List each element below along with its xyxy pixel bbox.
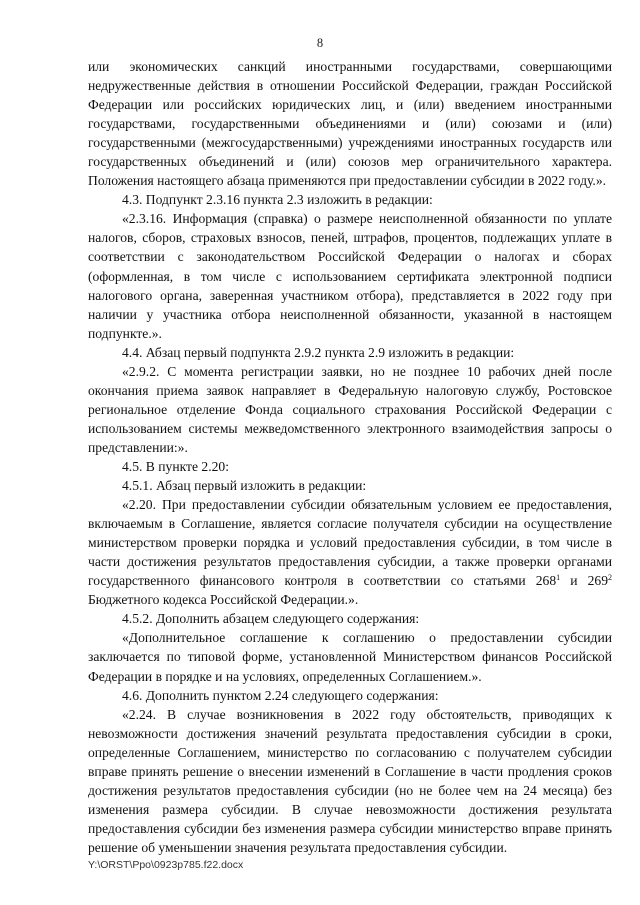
paragraph-item-4-3: 4.3. Подпункт 2.3.16 пункта 2.3 изложить в редакции: [122,192,433,208]
paragraph-quote-2-20-text-b: и 269 [560,573,609,589]
paragraph-quote-2-20 [88,495,612,609]
paragraph-quote-2-3-16: «2.3.16. Информация (справка) о размере неисполненной обязанности по уплате налогов, сборов, страховых взносов, пеней, штрафов, процентов, подлежащих уплате в соответствии с законодательством Российской Федерации о налогах и сборах (оформленная, в том числе с использованием сертификата электронной подписи налогового органа, заверенная участником отбора), представляется в 2022 году при наличии у участника отбора неисполненной обязанности, указанной в настоящем подпункте.». [88,211,612,341]
superscript-article-268: 1 [556,573,561,583]
paragraph-quote-2-20-text-a: «2.20. При предоставлении субсидии обязательным условием ее предоставления, включаемым в Соглашение, является согласие получателя субсидии на осуществление министерством проверки порядка и условий предоставления субсидии, в том числе в части достижения результатов предоставления субсидии, а также проверки органами государственного финансового контроля в соответствии со статьями 268 [88,497,612,589]
paragraph-item-4-5-1: 4.5.1. Абзац первый изложить в редакции: [122,478,367,494]
page-number: 8 [316,36,324,50]
paragraph-item-4-5-2: 4.5.2. Дополнить абзацем следующего содержания: [122,611,420,627]
superscript-article-269: 2 [608,573,613,583]
paragraph-item-4-6: 4.6. Дополнить пунктом 2.24 следующего содержания: [122,687,439,703]
paragraph-item-4-4: 4.4. Абзац первый подпункта 2.9.2 пункта 2.9 изложить в редакции: [122,344,515,360]
paragraph-item-4-5: 4.5. В пункте 2.20: [122,458,229,474]
paragraph-continuation: или экономических санкций иностранными государствами, совершающими недружественные действия в отношении Российской Федерации, граждан Российской Федерации или российских юридических лиц, и (или) введением иностранными государствами, государственными объединениями и (или) союзами и (или) государственными (межгосударственными) учреждениями иностранных государств или государственных объединений и (или) союзов мер ограничительного характера. Положения настоящего абзаца применяются при предоставлении субсидии в 2022 году.». [88,59,612,189]
paragraph-quote-additional-agreement: «Дополнительное соглашение к соглашению о предоставлении субсидии заключается по типовой форме, установленной Министерством финансов Российской Федерации в порядке и на условиях, определенных Соглашением.». [88,630,612,684]
document-body [88,57,612,857]
paragraph-quote-2-9-2: «2.9.2. С момента регистрации заявки, но не позднее 10 рабочих дней после окончания приема заявок направляет в Федеральную налоговую службу, Ростовское региональное отделение Фонда социального страхования Российской Федерации с использованием системы межведомственного электронного взаимодействия запросы о представлении:». [88,363,612,455]
paragraph-quote-2-24: «2.24. В случае возникновения в 2022 году обстоятельств, приводящих к невозможности достижения значений результата предоставления субсидии в сроки, определенные Соглашением, министерство по согласованию с получателем субсидии вправе принять решение о внесении изменений в Соглашение в части продления сроков достижения результатов предоставления субсидии (но не более чем на 24 месяца) без изменения размера субсидии. В случае невозможности достижения результата предоставления субсидии без изменения размера субсидии министерство вправе принять решение об уменьшении значения результата предоставления субсидии. [88,706,612,855]
paragraph-quote-2-20-text-c: Бюджетного кодекса Российской Федерации.». [88,592,359,608]
footer-file-path: Y:\ORST\Ppo\0923p785.f22.docx [88,859,244,871]
